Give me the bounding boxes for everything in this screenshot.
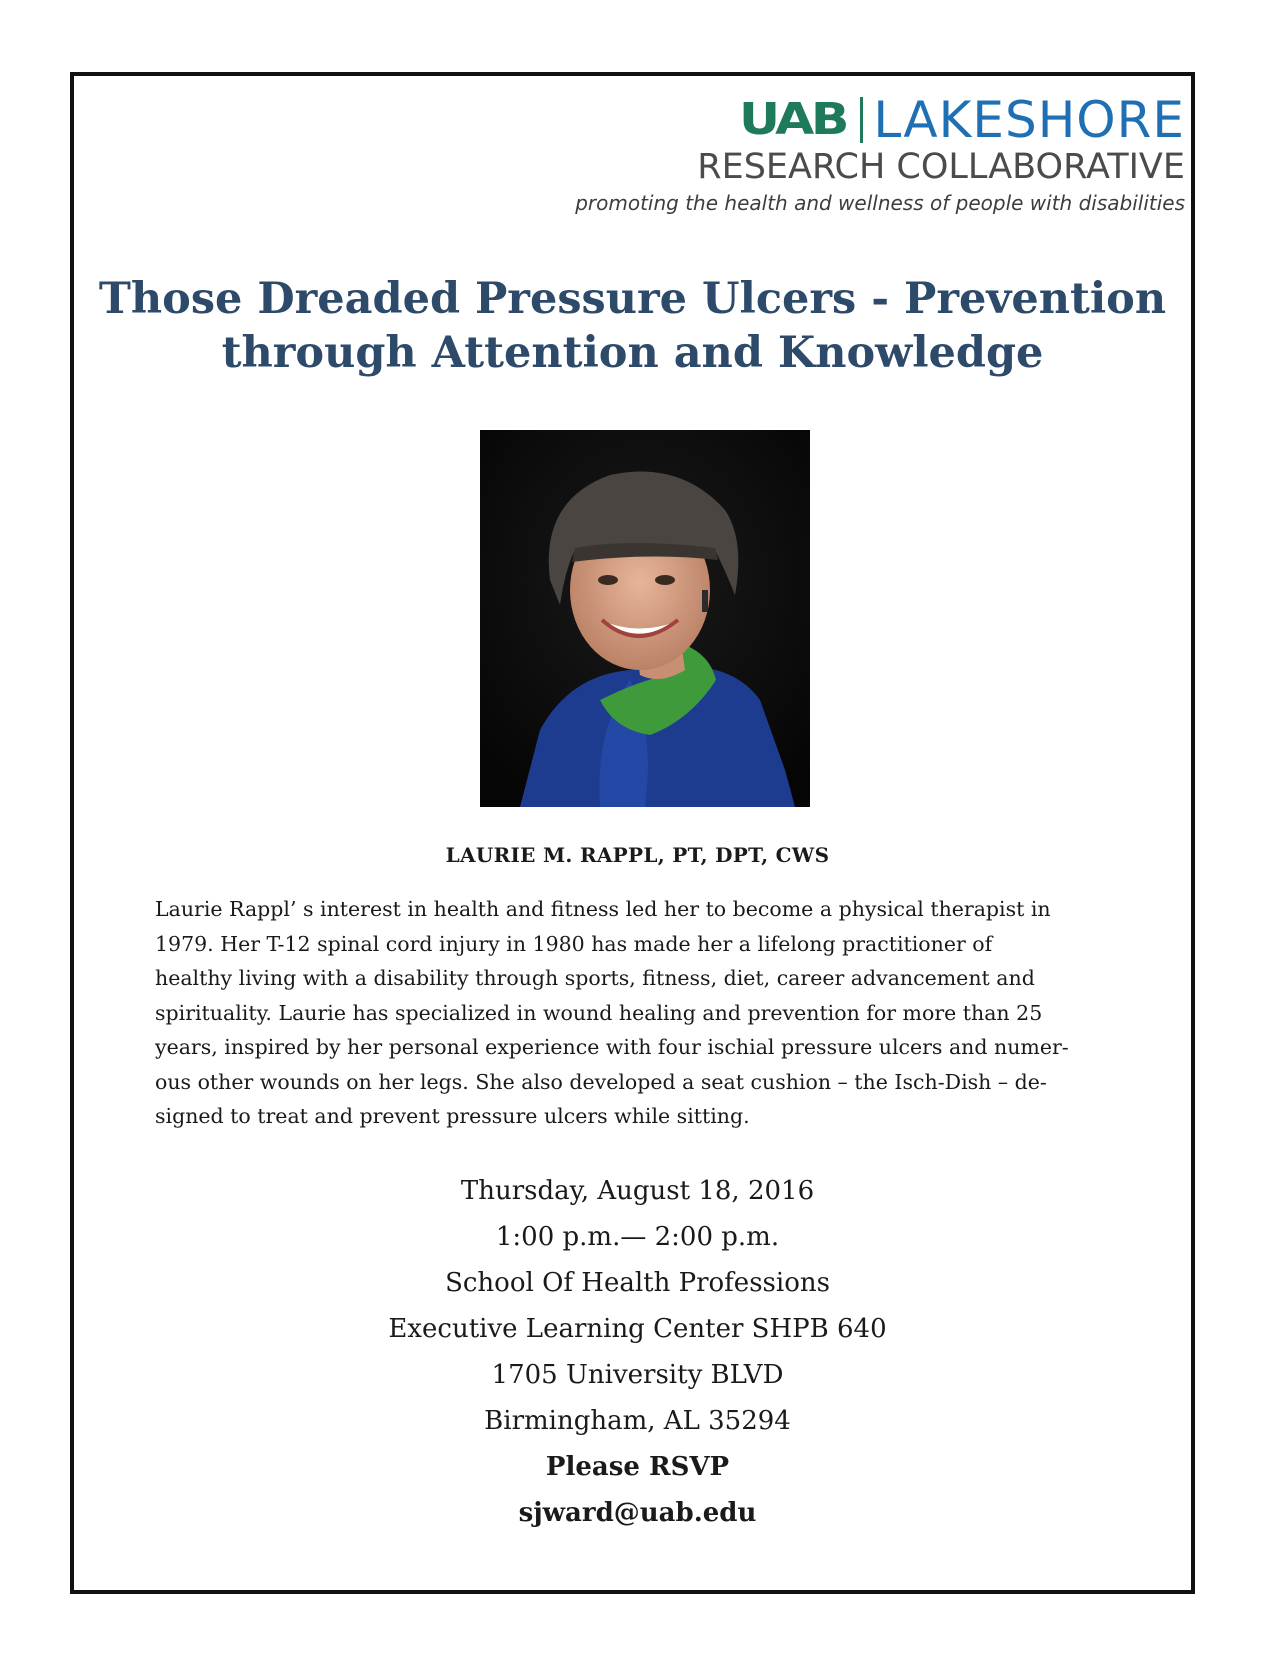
logo-subtitle: RESEARCH COLLABORATIVE xyxy=(697,147,1185,187)
rsvp-label: Please RSVP xyxy=(545,1452,730,1482)
bio-line: Laurie Rappl’ s interest in health and fitness led her to become a physical therapist in xyxy=(155,897,1051,921)
bio-line: 1979. Her T-12 spinal cord injury in 1980 has made her a lifelong practitioner of xyxy=(155,931,993,956)
logo-tagline: promoting the health and wellness of people with disabilities xyxy=(575,191,1185,215)
logo-divider xyxy=(860,97,863,143)
bio-line: years, inspired by her personal experience with four ischial pressure ulcers and numer- xyxy=(155,1035,1069,1059)
bio-line: spirituality. Laurie has specialized in wound healing and prevention for more than 25 xyxy=(155,1000,1043,1025)
event-time: 1:00 p.m.— 2:00 p.m. xyxy=(495,1222,780,1252)
event-room: Executive Learning Center SHPB 640 xyxy=(388,1314,887,1344)
event-title-line-2: through Attention and Knowledge xyxy=(221,328,1044,378)
bio-line: ous other wounds on her legs. She also developed a seat cushion – the Isch-Dish – de- xyxy=(155,1069,1047,1094)
uab-lakeshore-logo xyxy=(505,91,1185,225)
bio-line: signed to treat and prevent pressure ulcers while sitting. xyxy=(155,1104,750,1128)
uab-logo-mark: UAB xyxy=(739,94,847,145)
speaker-name: LAURIE M. RAPPL, PT, DPT, CWS xyxy=(445,843,830,867)
speaker-bio xyxy=(155,892,1115,1134)
event-city: Birmingham, AL 35294 xyxy=(484,1406,791,1436)
event-street: 1705 University BLVD xyxy=(491,1360,784,1390)
speaker-photo xyxy=(480,430,810,807)
event-details xyxy=(0,1168,1275,1536)
event-date: Thursday, August 18, 2016 xyxy=(460,1176,815,1206)
event-school: School Of Health Professions xyxy=(445,1268,830,1298)
logo-name: LAKESHORE xyxy=(873,91,1185,149)
bio-line: healthy living with a disability through sports, fitness, diet, career advancement and xyxy=(155,966,1035,990)
rsvp-email-link[interactable]: sjward@uab.edu xyxy=(518,1498,757,1528)
event-title xyxy=(90,272,1175,380)
speaker-portrait-illustration xyxy=(480,430,810,807)
event-title-line-1: Those Dreaded Pressure Ulcers - Prevention xyxy=(98,274,1167,324)
